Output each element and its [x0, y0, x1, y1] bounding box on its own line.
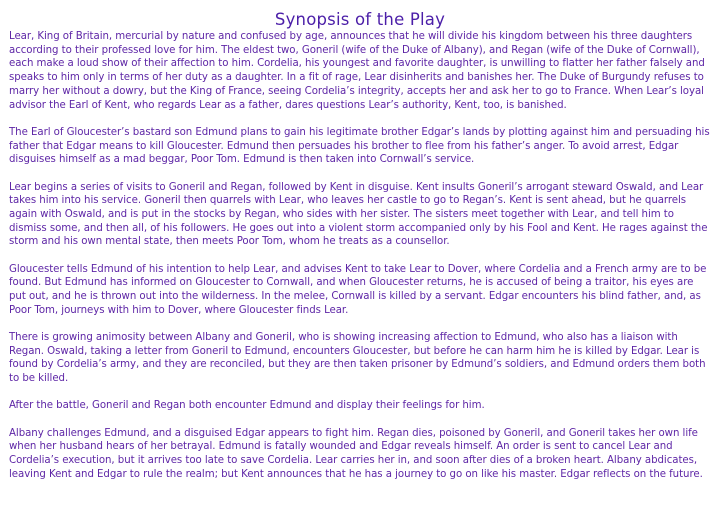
synopsis-paragraph-6: After the battle, Goneril and Regan both encounter Edmund and display their feelings for him.	[9, 400, 485, 412]
synopsis-paragraph-1: Lear, King of Britain, mercurial by nature and confused by age, announces that he will divide his kingdom between his three daughters according to their professed love for him. The eldest two, Goneril (wife of the Duke of Albany), and Regan (wife of the Duke of Cornwall), each make a loud show of their affection to him. Cordelia, his youngest and favorite daughter, is unwilling to flatter her father falsely and speaks to him only in terms of her duty as a daughter. In a fit of rage, Lear disinherits and banishes her. The Duke of Burgundy refuses to marry her without a dowry, but the King of France, seeing Cordelia’s integrity, accepts her and ask her to go to France. When Lear’s loyal advisor the Earl of Kent, who regards Lear as a father, dares questions Lear’s authority, Kent, too, is banished.	[9, 31, 705, 111]
synopsis-paragraph-4: Gloucester tells Edmund of his intention to help Lear, and advises Kent to take Lear to Dover, where Cordelia and a French army are to be found. But Edmund has informed on Gloucester to Cornwall, and when Gloucester returns, he is accused of being a traitor, his eyes are put out, and he is thrown out into the wilderness. In the melee, Cornwall is killed by a servant. Edgar encounters his blind father, and, as Poor Tom, journeys with him to Dover, where Gloucester finds Lear.	[9, 263, 707, 316]
synopsis-paragraph-7: Albany challenges Edmund, and a disguised Edgar appears to fight him. Regan dies, poisoned by Goneril, and Goneril takes her own life when her husband hears of her betrayal. Edmund is fatally wounded and Edgar reveals himself. An order is sent to cancel Lear and Cordelia’s execution, but it arrives too late to save Cordelia. Lear carries her in, and soon after dies of a broken heart. Albany abdicates, leaving Kent and Edgar to rule the realm; but Kent announces that he has a journey to go on like his master. Edgar reflects on the future.	[9, 427, 703, 480]
synopsis-paragraph-2: The Earl of Gloucester’s bastard son Edmund plans to gain his legitimate brother Edgar’s lands by plotting against him and persuading his father that Edgar means to kill Gloucester. Edmund then persuades his brother to flee from his father’s anger. To avoid arrest, Edgar disguises himself as a mad beggar, Poor Tom. Edmund is then taken into Cornwall’s service.	[9, 126, 710, 166]
page-title: Synopsis of the Play	[274, 10, 446, 29]
synopsis-paragraph-5: There is growing animosity between Albany and Goneril, who is showing increasing affection to Edmund, who also has a liaison with Regan. Oswald, taking a letter from Goneril to Edmund, encounters Gloucester, but before he can harm him he is killed by Edgar. Lear is found by Cordelia’s army, and they are reconciled, but they are then taken prisoner by Edmund’s soldiers, and Edmund orders them both to be killed.	[9, 332, 706, 385]
synopsis-paragraph-3: Lear begins a series of visits to Goneril and Regan, followed by Kent in disguise. Kent insults Goneril’s arrogant steward Oswald, and Lear takes him into his service. Goneril then quarrels with Lear, who leaves her castle to go to Regan’s. Kent is sent ahead, but he quarrels again with Oswald, and is put in the stocks by Regan, who sides with her sister. The sisters meet together with Lear, and tell him to dismiss some, and then all, of his followers. He goes out into a violent storm accompanied only by his Fool and Kent. He rages against the storm and his own mental state, then meets Poor Tom, whom he treats as a counsellor.	[9, 181, 708, 248]
